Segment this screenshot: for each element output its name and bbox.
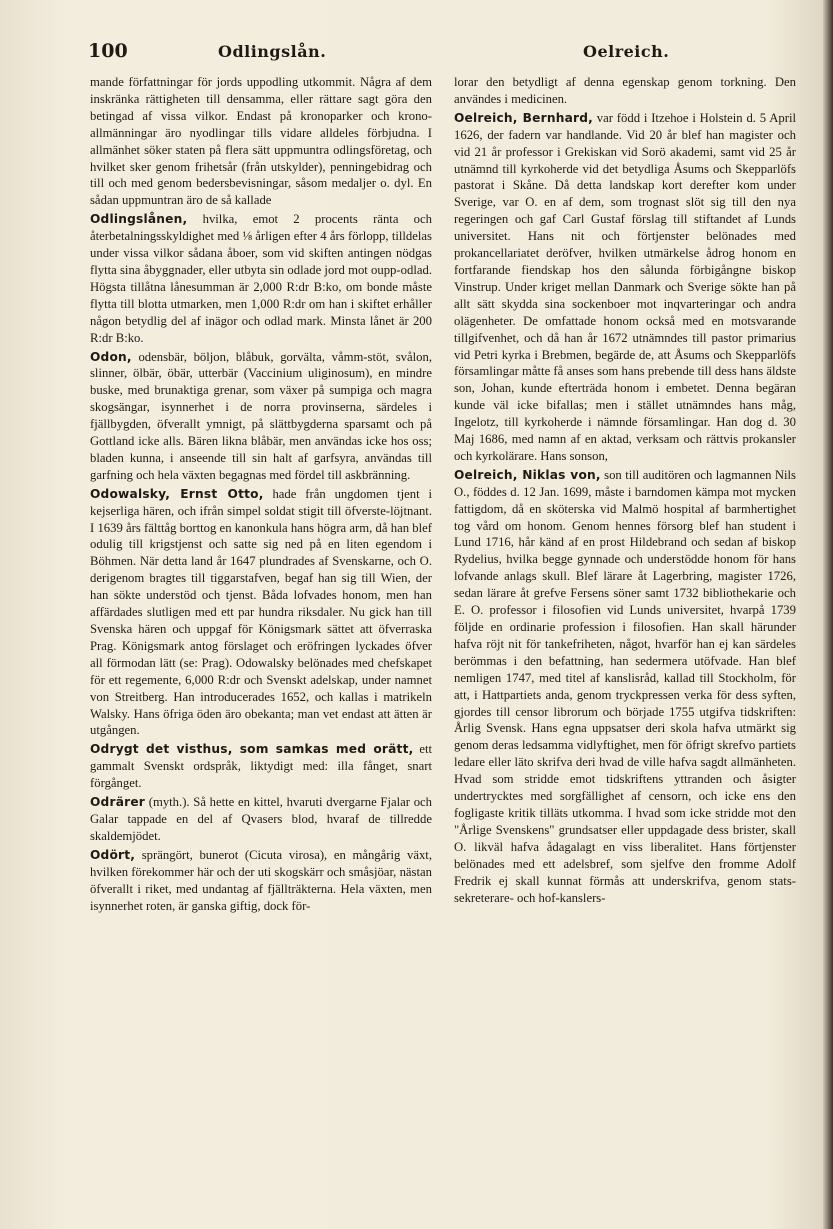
running-header xyxy=(88,40,798,68)
entry-odort xyxy=(90,847,432,915)
entry-oelreich-bernhard xyxy=(454,110,796,465)
entry-text: (myth.). Så hette en kittel, hvaruti dvergarne Fjalar och Galar tappade en del af Qvasers blod, hvaraf de tillredde skaldemjödet. xyxy=(90,795,433,843)
entry-odlingslanen xyxy=(90,211,432,346)
entry-continuation xyxy=(454,74,796,108)
entry-text: odensbär, böljon, blåbuk, gorvälta, våmm-stöt, svålon, slinner, ölbär, öbär, utterbär (Vaccinium uliginosum), en mindre buske, med brunaktiga grenar, som växer på sumpiga och magra skogsängar, isynnerhet i de norra provinserna, särdeles i fjällbygden, öfverallt ymnigt, på slättbygderna sparsamt och på Gottland icke alls. Bären likna blåbär, men användas icke hos oss; bladen kunna, i anseende till sin halt af garfsyra, användas till garfning och hela växten begagnas med fördel till askbränning. xyxy=(90,349,432,482)
entry-text: lorar den betydligt af denna egenskap genom torkning. Den användes i medicinen. xyxy=(454,75,796,106)
entry-continuation xyxy=(90,74,432,209)
entry-text: sprängört, bunerot (Cicuta virosa), en mångårig växt, hvilken förekommer här och der uti skogskärr och småsjöar, nästan öfverallt i riket, med undantag af fjällträkterna. Hela växten, men isynnerhet roten, är ganska giftig, dock för- xyxy=(90,847,432,913)
left-column xyxy=(90,74,432,914)
entry-headword: Oelreich, Bernhard, xyxy=(454,110,593,125)
page-edge xyxy=(823,0,833,1229)
left-running-head: Odlingslån. xyxy=(218,42,327,61)
entry-headword: Odlingslånen, xyxy=(90,212,188,227)
right-running-head: Oelreich. xyxy=(583,42,670,61)
entry-text: ett gammalt Svenskt ordspråk, liktydigt med: illa fånget, snart förgånget. xyxy=(90,742,433,791)
entry-headword: Odört, xyxy=(90,847,136,862)
entry-headword: Odowalsky, Ernst Otto, xyxy=(90,486,264,501)
entry-text: var född i Itzehoe i Holstein d. 5 April 1626, der fadern var handlande. Vid 20 år blef han magister och vid 21 år professor i Grekiskan vid Sorö akademi, samt vid 25 år utnämnd till kyrkoherde vid det betydliga Åsums och Skepparlöfs pastorat i Skåne. Då detta landskap kort derefter kom under Sverige, var O. en af dem, som trognast slöt sig till den nya regeringen och gaf Carl Gustaf förslag till stiftandet af Lunds universitet. Hans nit och förtjenster belönades med prokancellariatet deröfver, hvilken utmärkelse ådrog honom en fortfarande fiendskap hos den sålunda förbigångne biskop Vinstrup. Under kriget mellan Danmark och Sverige sökte han på allt sätt skydda sina sockenboer mot inqvarteringar och andra olägenheter. De omfattade honom också med en motsvarande tillgifvenhet, och då han år 1672 utnämndes till pastor primarius vid Petri kyrka i Brebmen, begärde de, att Åsums och Skepparlöfs församlingar måtte få anses som hans prebende till dess hans äldste son, Johan, kunde efterträda honom i embetet. Denna begäran kunde väl icke bifallas; men i stället utnämndes hans måg, Ingelotz, till kyrkoherde i nämnde församlingar. Han dog d. 30 Maj 1686, med namn af en aktad, verksam och rättvis prokansler och kyrkolärare. Hans sonson, xyxy=(454,110,797,463)
entry-headword: Oelreich, Niklas von, xyxy=(454,467,601,482)
entry-odowalsky xyxy=(90,486,432,740)
entry-odrygt xyxy=(90,741,432,792)
entry-text: son till auditören och lagmannen Nils O., föddes d. 12 Jan. 1699, måste i barndomen kämpa mot mycken fattigdom, då en sköterska vid Malmö hospital af barmhertighet tog vård om honom. Genom hennes försorg blef han student i Lund 1716, hår känd af en prost Hildebrand och sedan af biskop Rydelius, hvilka begge gynnade och understödde honom för hans lofvande anlags skull. Blef lärare åt Lagerbring, magister 1726, sedan lärare åt grefve Fersens söner samt 1732 bibliothekarie och E. O. professor i filosofien vid Lunds universitet, hvarpå 1739 följde en ordinarie profession i filosofien. Han skall härunder hafva röjt nit för tankefriheten, något, hvarför han ej kan särdeles berömmas i den befattning, han sedermera utöfvade. Han blef nemligen 1747, med titel af kanslisråd, kallad till Stockholm, för att, i Hattpartiets anda, genom tryckpressen verka för dess syften, gjordes till censor librorum och började 1755 utgifva tidskriften: Årlig Svensk. Hans egna uppsatser deri skola hafva utmärkt sig genom deras ledsamma vidlyftighet, men för öfrigt skrefvo partiets ledare eller läto skrifva deri hvad de ville hafva sagdt allmänheten. Hvad som stridde emot tidskriftens yttranden och åsigter undertrycktes med sorgfällighet af censorn, och icke ens den fogligaste kritik tilläts utkomma. I hvad som icke stridde mot den "Årlige Svenskens" grundsatser eller uppdagade dess brister, skall O. likväl hafva ådagalagt en viss liberalitet. Hans förtjenster belönades med ett adelsbref, som sjelfve den fromme Adolf Fredrik ej skall kunnat förmås att underskrifva, genom stats-sekreterare- och hof-kanslers- xyxy=(454,467,796,905)
page-number: 100 xyxy=(88,40,128,62)
entry-text: hade från ungdomen tjent i kejserliga hären, och ifrån simpel soldat stigit till öfverste-löjtnant. I 1639 års fälttåg borttog en kanonkula hans högra arm, då han blef odulig till krigstjenst och satte sig ned på en liten egendom i Böhmen. När detta land år 1647 plundrades af Svenskarne, och O. derigenom bragtes till tiggarstafven, begaf han sig till Wien, der han sökte understöd och tjenst. Båda lofvades honom, men han affärdades slutligen med ett par hundra riksdaler. Nu gick han till Svenska hären och uppgaf för Königsmark sättet att öfverraska Prag. Königsmark antog förslaget och eröfringen lyckades öfver all förmodan lätt (se: Prag). Odowalsky belönades med chefskapet för ett regemente, 6,000 R:dr och Svenskt adelskap, under namnet von Streitberg. Han introducerades 1652, och kallas i matrikeln Walsky. Hans öfriga öden äro obekanta; man vet endast att ätten är utgången. xyxy=(90,486,433,738)
entry-odon xyxy=(90,349,432,484)
entry-odrarer xyxy=(90,794,432,845)
entry-text: hvilka, emot 2 procents ränta och återbetalningsskyldighet med ⅛ årligen efter 4 års förlopp, tilldelas under vissa vilkor sådana åboer, som vid skiften antingen nödgas flytta sina åbyggnader, eller utbyta sin odlade jord mot oupp-odlad. Högsta tillåtna lånesumman är 2,000 R:dr B:ko, om bonde måste flytta till blotta utmarken, men 1,000 R:dr om han i skiftet erhåller någon betydlig del af inägor och odlad mark. Minsta lånet är 200 R:dr B:ko. xyxy=(90,212,432,345)
entry-text: mande författningar för jords uppodling utkommit. Några af dem inskränka rättigheten till densamma, eller rättare sagt göra den betingad af vissa vilkor. Endast på kronoparker och krono-allmänningar äro nyodlingar tills vidare alldeles förbjudna. I allmänhet söker staten på flera sätt uppmuntra odlingsföretag, och hvilket sker genom frihetsår (från utskylder), penningebidrag och till och med genom bedersbevisningar, såsom medaljer o. dyl. En sådan uppmuntran äro de så kallade xyxy=(90,75,432,208)
entry-headword: Odrygt det visthus, som samkas med orätt, xyxy=(90,742,414,757)
right-column xyxy=(454,74,796,906)
entry-headword: Odrärer xyxy=(90,795,146,810)
entry-headword: Odon, xyxy=(90,349,132,364)
entry-oelreich-niklas xyxy=(454,467,796,907)
